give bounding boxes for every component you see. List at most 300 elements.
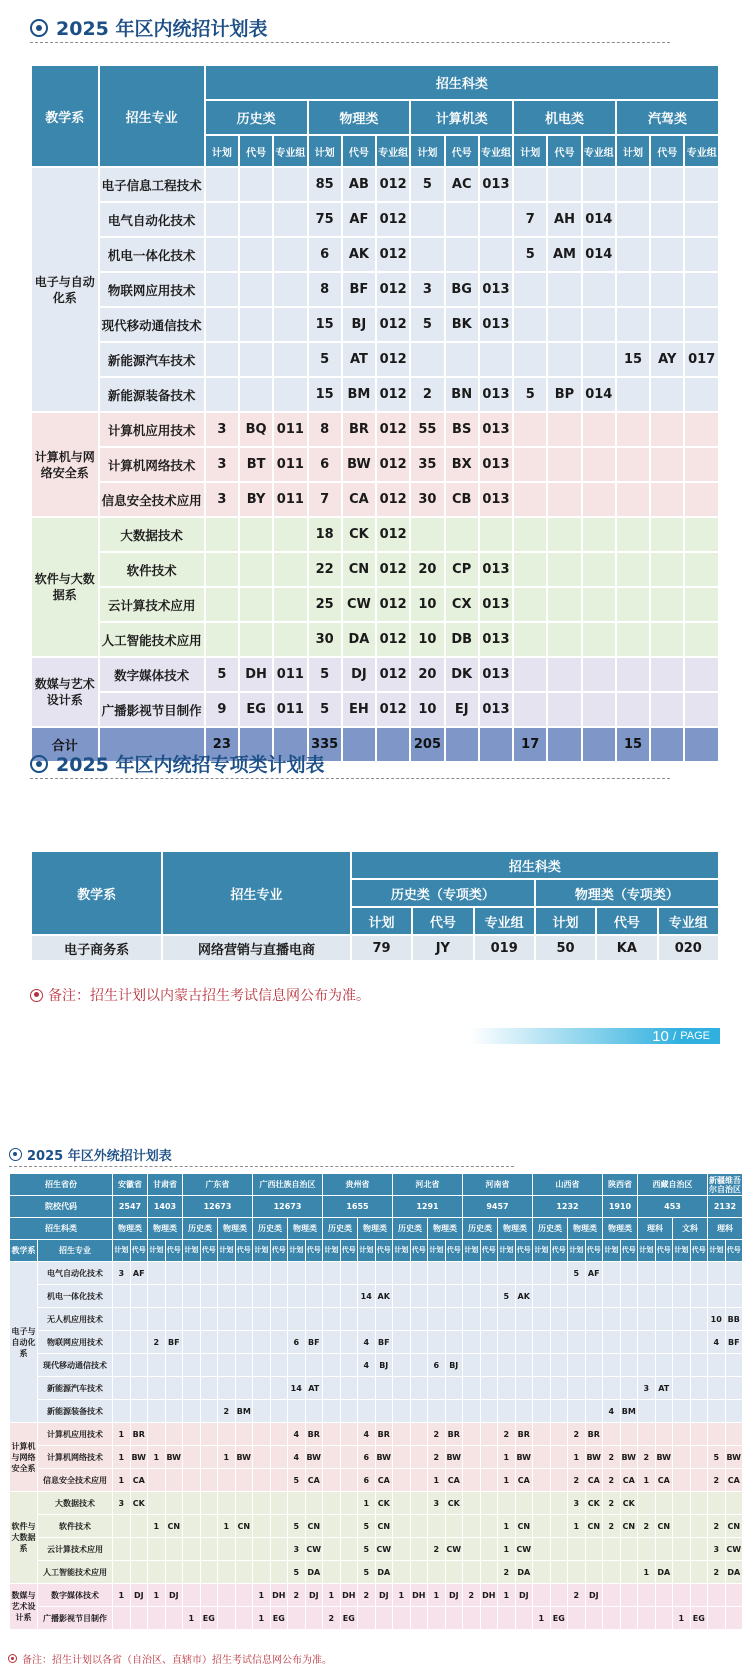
table-cell [481,1377,498,1399]
table-cell: DB [446,623,478,656]
table-cell: BR [343,413,375,446]
table-cell [583,693,615,726]
table-cell [274,343,306,376]
col-header-plan: 计划 [673,1240,690,1261]
province-name: 河南省 [463,1174,532,1195]
table-cell [514,413,546,446]
table-cell: CA [586,1469,603,1491]
table-cell: CN [306,1515,323,1537]
table-cell [113,1538,130,1560]
table-cell: BT [240,448,272,481]
table-cell [201,1446,218,1468]
major-cell: 新能源汽车技术 [100,343,204,376]
table-cell: 6 [288,1331,305,1353]
table-cell [514,308,546,341]
table-cell [201,1354,218,1376]
table-cell: 1 [638,1561,655,1583]
school-code: 1655 [323,1196,392,1217]
table-cell [446,203,478,236]
table-cell: AT [306,1377,323,1399]
col-header-plan: 计划 [393,1240,410,1261]
table-cell: 55 [411,413,443,446]
table-cell [218,1262,235,1284]
table-cell: BF [726,1331,743,1353]
table-cell: CN [376,1515,393,1537]
table-row [10,1377,744,1399]
table-cell [131,1515,148,1537]
total-label: 合计 [32,728,98,761]
table-cell [166,1377,183,1399]
table-cell: BJ [446,1354,463,1376]
table-cell: 10 [411,623,443,656]
table-cell: 2 [148,1331,165,1353]
table-cell [685,448,718,481]
table-row [32,378,718,411]
table-cell [617,308,649,341]
table-cell [691,1262,708,1284]
col-header-category: 历史类（专项类） [352,880,534,906]
table-cell [411,1446,428,1468]
table-cell: 2 [218,1400,235,1422]
table-cell: 1 [113,1423,130,1445]
table-cell: 15 [617,343,649,376]
col-header-category: 汽驾类 [617,101,718,134]
table-cell [323,1469,340,1491]
table-cell [568,1377,585,1399]
table-cell: 013 [480,168,512,201]
table-cell [446,1515,463,1537]
table-row [32,483,718,516]
table-cell [218,1354,235,1376]
table-cell: KA [597,936,656,960]
table-cell [726,1262,743,1284]
table-cell: CK [343,518,375,551]
col-header-plan: 计划 [638,1240,655,1261]
table-cell [393,1561,410,1583]
table-cell [498,1492,515,1514]
col-header-plan: 计划 [568,1240,585,1261]
table-cell [341,1400,358,1422]
table-cell [274,273,306,306]
table-cell: 50 [536,936,595,960]
table-cell [323,1285,340,1307]
table-cell [533,1354,550,1376]
divider [30,42,670,43]
major-cell: 人工智能技术应用 [100,623,204,656]
table-cell [533,1377,550,1399]
table-cell: 3 [411,273,443,306]
col-header-code: 代号 [597,908,656,934]
major-cell: 新能源装备技术 [38,1400,112,1422]
col-header-code: 代号 [548,136,580,166]
col-header-code: 代号 [166,1240,183,1261]
table-cell [498,1354,515,1376]
table-cell: 013 [480,413,512,446]
divider [30,778,670,779]
major-cell: 现代移动通信技术 [100,308,204,341]
table-cell: CP [446,553,478,586]
table-cell: 5 [288,1469,305,1491]
table-cell: 012 [377,483,409,516]
table-cell: 6 [309,448,341,481]
table-cell [341,1469,358,1491]
table-cell: 5 [309,693,341,726]
table-cell [148,1308,165,1330]
table-cell [463,1446,480,1468]
table-cell: DJ [516,1584,533,1606]
table-cell [183,1262,200,1284]
table-cell: BP [548,378,580,411]
table-cell: 4 [288,1423,305,1445]
table-cell [131,1538,148,1560]
table-cell [583,623,615,656]
table-cell [551,1561,568,1583]
table-cell [685,273,718,306]
table-cell [148,1538,165,1560]
major-cell: 大数据技术 [100,518,204,551]
total-cell [446,728,478,761]
table-cell: AF [343,203,375,236]
table-cell [341,1285,358,1307]
table-cell: CK [621,1492,638,1514]
subject-type: 物理类 [603,1218,637,1239]
table-cell [685,518,718,551]
table-cell: 5 [309,658,341,691]
table-cell: 6 [309,238,341,271]
table-cell [393,1492,410,1514]
table-row [10,1561,744,1583]
table-cell [274,203,306,236]
note-text: 备注：招生计划以内蒙古招生考试信息网公布为准。 [48,988,370,1004]
table-cell [271,1377,288,1399]
table-cell: 2 [428,1423,445,1445]
table-cell [183,1400,200,1422]
table-cell [603,1285,620,1307]
subject-type: 理科 [638,1218,672,1239]
major-cell: 广播影视节目制作 [100,693,204,726]
table-cell [183,1331,200,1353]
table-cell [691,1331,708,1353]
dept-cell: 计算机与网络安全系 [10,1423,37,1491]
table-cell: CN [236,1515,253,1537]
table-cell: DJ [306,1584,323,1606]
col-header-code: 代号 [343,136,375,166]
table-cell [288,1308,305,1330]
table-cell [411,1377,428,1399]
table-cell [271,1285,288,1307]
table-cell [446,518,478,551]
major-cell: 云计算技术应用 [100,588,204,621]
table-cell: 013 [480,588,512,621]
table-cell [201,1469,218,1491]
total-cell [377,728,409,761]
table-cell [651,693,683,726]
table-cell [446,1308,463,1330]
table-cell: BF [376,1331,393,1353]
table-cell: 1 [533,1607,550,1629]
table-cell [323,1492,340,1514]
table-cell [726,1607,743,1629]
school-code: 2132 [708,1196,742,1217]
table-cell: AH [548,203,580,236]
table-cell: 3 [708,1538,725,1560]
table-cell [166,1492,183,1514]
table-row [32,168,718,201]
table-cell: 79 [352,936,411,960]
table-cell [548,308,580,341]
table-cell [358,1262,375,1284]
table-cell [514,168,546,201]
table-cell [113,1400,130,1422]
table-cell [148,1607,165,1629]
table-cell: 7 [309,483,341,516]
domestic-plan-table [30,64,720,763]
table-cell [656,1331,673,1353]
table-cell [516,1262,533,1284]
table-cell [586,1561,603,1583]
table-cell: 3 [568,1492,585,1514]
major-cell: 机电一体化技术 [38,1285,112,1307]
major-cell: 网络营销与直播电商 [163,936,350,960]
table-cell: 1 [568,1446,585,1468]
major-cell: 大数据技术 [38,1492,112,1514]
table-cell [548,658,580,691]
table-cell [201,1538,218,1560]
table-cell [393,1308,410,1330]
table-cell: BW [343,448,375,481]
table-cell [551,1308,568,1330]
table-cell [463,1561,480,1583]
table-cell: 5 [708,1446,725,1468]
table-cell [411,1492,428,1514]
table-cell: 014 [583,238,615,271]
table-cell [651,308,683,341]
table-cell [446,1377,463,1399]
table-cell [411,203,443,236]
table-cell: CA [131,1469,148,1491]
table-cell [691,1515,708,1537]
table-cell: 14 [288,1377,305,1399]
table-cell [323,1377,340,1399]
table-cell [691,1446,708,1468]
table-cell [480,203,512,236]
table-cell: BW [306,1446,323,1468]
table-cell [583,308,615,341]
table-cell [274,238,306,271]
table-cell: 013 [480,483,512,516]
table-cell: JY [413,936,472,960]
table-cell [358,1308,375,1330]
table-cell [498,1377,515,1399]
col-header-plan: 计划 [411,136,443,166]
col-header-category: 机电类 [514,101,615,134]
col-header-code: 代号 [656,1240,673,1261]
col-header-category: 计算机类 [411,101,512,134]
table-cell [323,1354,340,1376]
table-row [10,1308,744,1330]
table-cell [131,1561,148,1583]
table-cell [726,1377,743,1399]
table-cell [685,658,718,691]
table-cell: 4 [288,1446,305,1468]
table-cell: 1 [148,1515,165,1537]
table-cell [583,168,615,201]
table-cell [673,1423,690,1445]
table-cell [516,1400,533,1422]
major-cell: 电气自动化技术 [38,1262,112,1284]
table-cell [548,588,580,621]
table-cell: 30 [411,483,443,516]
table-cell [236,1469,253,1491]
table-row [10,1538,744,1560]
table-cell [638,1308,655,1330]
table-cell: 2 [358,1584,375,1606]
table-cell [463,1354,480,1376]
table-cell: 019 [475,936,534,960]
table-cell: 14 [358,1285,375,1307]
table-row [10,1584,744,1606]
table-row [10,1515,744,1537]
table-row [32,203,718,236]
table-cell [481,1262,498,1284]
table-cell [393,1354,410,1376]
table-cell [411,1354,428,1376]
table-cell [685,553,718,586]
table-cell [516,1492,533,1514]
table-cell [393,1607,410,1629]
col-header-plan: 计划 [113,1240,130,1261]
school-code: 1232 [533,1196,602,1217]
col-header-plan: 计划 [463,1240,480,1261]
table-cell: 3 [206,448,238,481]
table-cell [586,1285,603,1307]
table-cell [533,1331,550,1353]
table-cell: BF [166,1331,183,1353]
table-cell [341,1446,358,1468]
province-name: 西藏自治区 [638,1174,707,1195]
col-header-code: 代号 [240,136,272,166]
table-cell: BN [446,378,478,411]
table-cell [617,168,649,201]
table-cell [551,1354,568,1376]
major-cell: 无人机应用技术 [38,1308,112,1330]
table-cell [428,1400,445,1422]
col-header-code: 代号 [413,908,472,934]
table-cell [306,1285,323,1307]
major-cell: 新能源装备技术 [100,378,204,411]
table-cell [463,1607,480,1629]
table-cell: 6 [358,1469,375,1491]
table-cell: 011 [274,448,306,481]
table-cell [516,1377,533,1399]
table-cell [271,1423,288,1445]
table-cell: 3 [206,413,238,446]
table-cell [463,1262,480,1284]
table-cell [236,1538,253,1560]
table-cell [673,1354,690,1376]
col-header-code: 代号 [726,1240,743,1261]
col-header-code: 代号 [376,1240,393,1261]
table-cell [446,1400,463,1422]
table-cell: 75 [309,203,341,236]
table-cell [148,1285,165,1307]
table-cell [236,1423,253,1445]
table-cell [236,1354,253,1376]
total-cell: 205 [411,728,443,761]
table-cell [726,1285,743,1307]
table-cell [498,1262,515,1284]
table-cell: CN [343,553,375,586]
table-cell [274,168,306,201]
section2-title-text: 2025 年区内统招专项类计划表 [56,754,325,776]
table-cell [603,1538,620,1560]
table-cell: BR [131,1423,148,1445]
col-header-code: 代号 [306,1240,323,1261]
table-cell [603,1607,620,1629]
table-row [32,238,718,271]
table-cell: DA [376,1561,393,1583]
table-cell [621,1285,638,1307]
table-cell: DA [516,1561,533,1583]
col-header-code: 代号 [271,1240,288,1261]
table-cell [206,553,238,586]
dept-cell: 数媒与艺术设计系 [10,1584,37,1629]
table-cell: 012 [377,343,409,376]
table-cell [341,1331,358,1353]
table-row [32,518,718,551]
table-cell [533,1515,550,1537]
table-cell [617,518,649,551]
table-cell: BJ [343,308,375,341]
table-cell [201,1515,218,1537]
table-cell: CA [516,1469,533,1491]
table-cell: AF [131,1262,148,1284]
table-cell [685,693,718,726]
table-cell [691,1469,708,1491]
table-cell [685,308,718,341]
table-cell: CB [446,483,478,516]
note [8,1651,332,1666]
subject-row [10,1218,744,1239]
table-cell [583,518,615,551]
col-header-plan: 计划 [358,1240,375,1261]
table-cell: 2 [603,1469,620,1491]
table-cell [393,1262,410,1284]
table-cell [183,1285,200,1307]
table-cell: 30 [309,623,341,656]
label-province: 招生省份 [10,1174,112,1195]
table-cell [253,1561,270,1583]
subject-type: 物理类 [498,1218,532,1239]
table-cell: BF [343,273,375,306]
table-cell [428,1607,445,1629]
major-cell: 软件技术 [38,1515,112,1537]
table-cell [708,1285,725,1307]
table-cell [656,1423,673,1445]
table-cell [183,1515,200,1537]
table-cell: 5 [288,1515,305,1537]
table-cell: AT [343,343,375,376]
table-cell [480,343,512,376]
section2-title [30,750,325,777]
table-cell [411,1423,428,1445]
table-cell [393,1285,410,1307]
table-row [10,1331,744,1353]
table-cell [341,1515,358,1537]
table-cell: BR [306,1423,323,1445]
table-cell [236,1492,253,1514]
table-cell [341,1377,358,1399]
